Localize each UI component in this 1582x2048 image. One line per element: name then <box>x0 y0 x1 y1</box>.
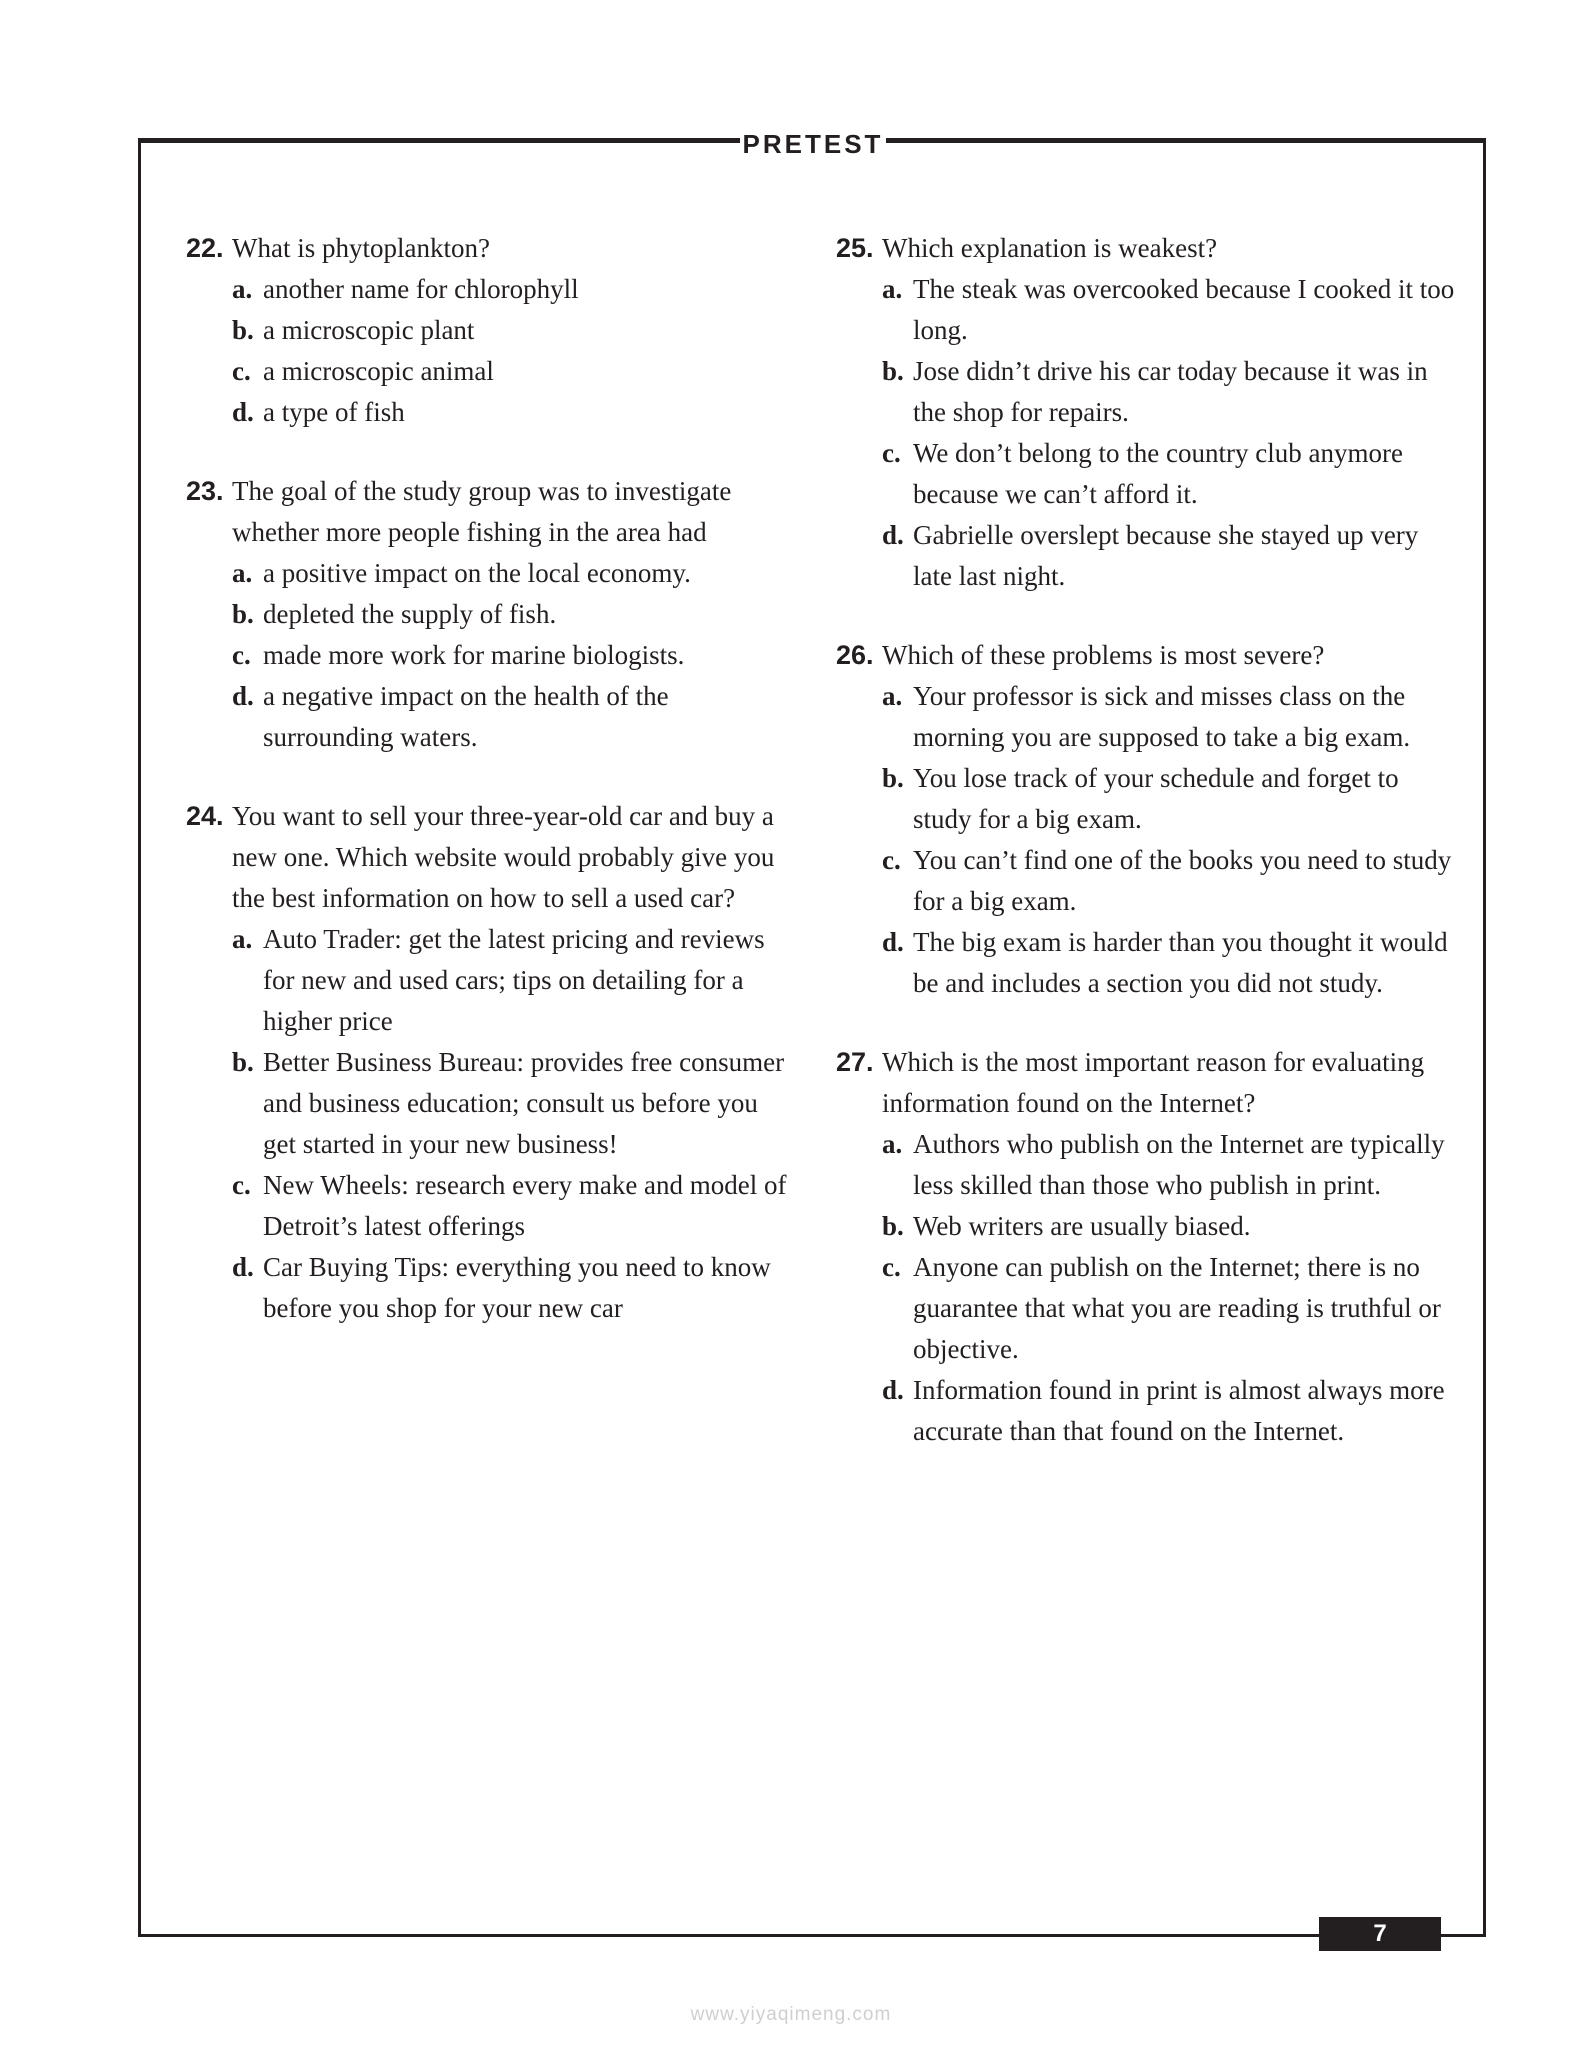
answer-option-c <box>882 1247 1456 1370</box>
question-text: You want to sell your three-year-old car and buy a new one. Which website would probably give you the best information on how to sell a used car? <box>232 801 775 913</box>
option-letter: a. <box>232 274 253 304</box>
option-text: Better Business Bureau: provides free consumer and business education; consult us before you get started in your new business! <box>263 1047 785 1159</box>
answer-option-a <box>882 676 1456 758</box>
answer-option-b <box>882 758 1456 840</box>
option-letter: a. <box>232 924 253 954</box>
answer-option-b <box>882 351 1456 433</box>
option-letter: c. <box>882 845 901 875</box>
option-text: The big exam is harder than you thought it would be and includes a section you did not study. <box>913 927 1448 998</box>
option-text: a negative impact on the health of the surrounding waters. <box>263 681 669 752</box>
question-text: Which of these problems is most severe? <box>882 640 1325 670</box>
question-number: 27. <box>836 1047 874 1077</box>
option-letter: c. <box>882 438 901 468</box>
option-letter: c. <box>232 1170 251 1200</box>
option-letter: b. <box>232 1047 254 1077</box>
option-text: Your professor is sick and misses class on the morning you are supposed to take a big exam. <box>913 681 1411 752</box>
answer-option-b <box>882 1206 1456 1247</box>
option-letter: b. <box>882 763 904 793</box>
option-letter: d. <box>882 927 904 957</box>
question-stem <box>186 471 796 553</box>
answer-option-d <box>882 1370 1456 1452</box>
question-number: 24. <box>186 801 224 831</box>
question-text: What is phytoplankton? <box>232 233 490 263</box>
answer-option-c <box>232 1165 796 1247</box>
option-text: a microscopic animal <box>263 356 494 386</box>
answer-option-a <box>882 269 1456 351</box>
option-letter: b. <box>882 1211 904 1241</box>
option-text: Gabrielle overslept because she stayed up very late last night. <box>913 520 1419 591</box>
option-text: a microscopic plant <box>263 315 475 345</box>
option-text: New Wheels: research every make and model of Detroit’s latest offerings <box>263 1170 787 1241</box>
option-text: You can’t find one of the books you need to study for a big exam. <box>913 845 1452 916</box>
option-text: Jose didn’t drive his car today because it was in the shop for repairs. <box>913 356 1428 427</box>
page-number: 7 <box>1319 1917 1441 1951</box>
frame-bottom-rule <box>138 1934 1486 1937</box>
question-stem <box>186 796 796 919</box>
answer-option-c <box>882 433 1456 515</box>
option-letter: a. <box>882 274 903 304</box>
option-text: Auto Trader: get the latest pricing and reviews for new and used cars; tips on detailing for a higher price <box>263 924 765 1036</box>
answer-option-b <box>232 594 796 635</box>
question-23 <box>186 471 796 758</box>
left-column <box>186 228 796 1367</box>
question-25 <box>836 228 1456 597</box>
answer-options <box>882 269 1456 597</box>
frame-right-rule <box>1483 138 1486 1937</box>
option-text: depleted the supply of fish. <box>263 599 557 629</box>
option-text: You lose track of your schedule and forget to study for a big exam. <box>913 763 1399 834</box>
answer-option-a <box>232 553 796 594</box>
option-text: We don’t belong to the country club anymore because we can’t afford it. <box>913 438 1403 509</box>
option-letter: c. <box>232 356 251 386</box>
answer-option-c <box>882 840 1456 922</box>
option-letter: b. <box>232 315 254 345</box>
answer-options <box>232 553 796 758</box>
answer-option-a <box>882 1124 1456 1206</box>
answer-option-d <box>882 922 1456 1004</box>
question-stem <box>836 1042 1456 1124</box>
option-letter: d. <box>232 397 254 427</box>
option-text: made more work for marine biologists. <box>263 640 685 670</box>
option-letter: a. <box>882 1129 903 1159</box>
option-letter: d. <box>232 1252 254 1282</box>
question-number: 26. <box>836 640 874 670</box>
question-number: 22. <box>186 233 224 263</box>
question-text: The goal of the study group was to investigate whether more people fishing in the area had <box>232 476 732 547</box>
question-number: 23. <box>186 476 224 506</box>
option-letter: d. <box>232 681 254 711</box>
option-text: Anyone can publish on the Internet; there is no guarantee that what you are reading is truthful or objective. <box>913 1252 1441 1364</box>
question-22 <box>186 228 796 433</box>
question-stem <box>186 228 796 269</box>
option-letter: c. <box>882 1252 901 1282</box>
answer-options <box>882 1124 1456 1452</box>
frame-top-right-rule <box>886 138 1486 143</box>
question-stem <box>836 635 1456 676</box>
option-text: a type of fish <box>263 397 405 427</box>
answer-option-b <box>232 310 796 351</box>
answer-options <box>882 676 1456 1004</box>
answer-option-d <box>232 1247 796 1329</box>
option-text: Car Buying Tips: everything you need to know before you shop for your new car <box>263 1252 771 1323</box>
option-text: Information found in print is almost always more accurate than that found on the Internet. <box>913 1375 1445 1446</box>
question-text: Which is the most important reason for evaluating information found on the Internet? <box>882 1047 1425 1118</box>
question-26 <box>836 635 1456 1004</box>
option-letter: c. <box>232 640 251 670</box>
right-column <box>836 228 1456 1490</box>
option-letter: a. <box>232 558 253 588</box>
option-letter: a. <box>882 681 903 711</box>
option-text: The steak was overcooked because I cooked it too long. <box>913 274 1455 345</box>
answer-option-c <box>232 635 796 676</box>
option-letter: b. <box>882 356 904 386</box>
answer-option-b <box>232 1042 796 1165</box>
frame-left-rule <box>138 138 141 1937</box>
frame-top-left-rule <box>138 138 740 143</box>
question-stem <box>836 228 1456 269</box>
option-text: Web writers are usually biased. <box>913 1211 1251 1241</box>
page-header-title: PRETEST <box>742 129 884 159</box>
answer-option-a <box>232 269 796 310</box>
option-letter: d. <box>882 1375 904 1405</box>
question-text: Which explanation is weakest? <box>882 233 1218 263</box>
answer-option-a <box>232 919 796 1042</box>
option-text: Authors who publish on the Internet are typically less skilled than those who publish in print. <box>913 1129 1445 1200</box>
watermark-text: www.yiyaqimeng.com <box>690 2004 892 2025</box>
answer-option-c <box>232 351 796 392</box>
answer-options <box>232 919 796 1329</box>
question-27 <box>836 1042 1456 1452</box>
option-text: another name for chlorophyll <box>263 274 579 304</box>
question-number: 25. <box>836 233 874 263</box>
question-24 <box>186 796 796 1329</box>
answer-option-d <box>232 392 796 433</box>
option-letter: b. <box>232 599 254 629</box>
option-letter: d. <box>882 520 904 550</box>
option-text: a positive impact on the local economy. <box>263 558 691 588</box>
answer-option-d <box>882 515 1456 597</box>
answer-option-d <box>232 676 796 758</box>
answer-options <box>232 269 796 433</box>
